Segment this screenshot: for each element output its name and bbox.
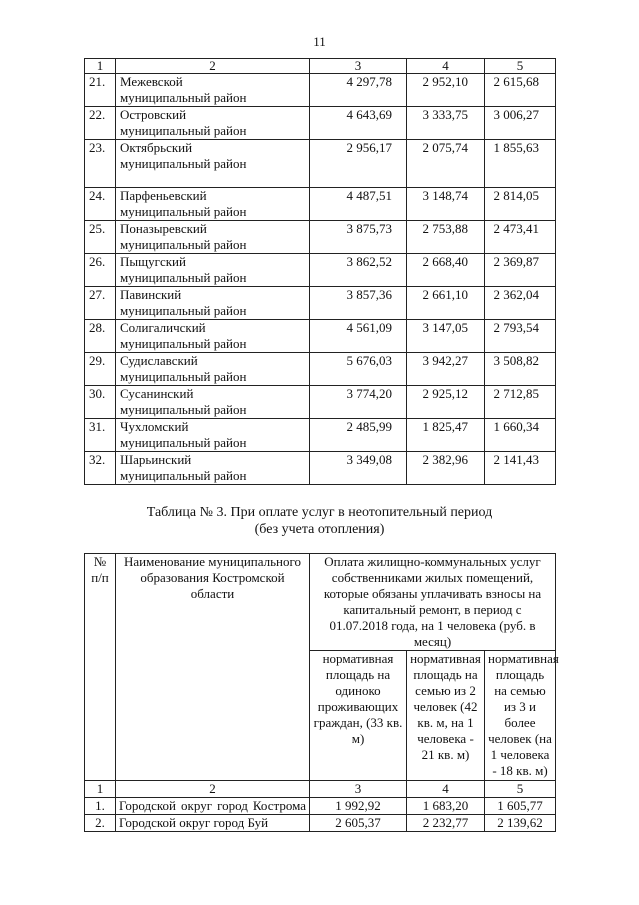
- table-row: [85, 798, 556, 815]
- municipality-name-line2: муниципальный район: [120, 123, 247, 138]
- value-col3: 4 487,51: [310, 188, 407, 221]
- value-col4: 2 661,10: [407, 287, 485, 320]
- municipality-name-line2: муниципальный район: [120, 156, 247, 171]
- municipality-name-line1: Поназыревский: [120, 221, 207, 236]
- value-col4: 2 075,74: [407, 140, 485, 188]
- column-number: 4: [407, 59, 485, 74]
- table-row: [85, 74, 556, 107]
- municipality-name-line2: муниципальный район: [120, 270, 247, 285]
- value-col4: 2 668,40: [407, 254, 485, 287]
- row-number: 25.: [85, 221, 116, 254]
- value-col5: 2 712,85: [485, 386, 556, 419]
- value-col3: 5 676,03: [310, 353, 407, 386]
- value-col4: 2 925,12: [407, 386, 485, 419]
- header-payment-group: Оплата жилищно-коммунальных услуг собственниками жилых помещений, которые обязаны уплачивать взносы на капитальный ремонт, в период с 01.07.2018 года, на 1 человека (руб. в месяц): [310, 554, 556, 651]
- table3-caption-line1: Таблица № 3. При оплате услуг в неотопительный период: [146, 505, 493, 520]
- table-row: [85, 419, 556, 452]
- value-col4: 2 952,10: [407, 74, 485, 107]
- value-col3: 2 485,99: [310, 419, 407, 452]
- value-col5: 2 369,87: [485, 254, 556, 287]
- table-row: [85, 254, 556, 287]
- municipality-name-line1: Островский: [120, 107, 187, 122]
- table-row: [85, 287, 556, 320]
- value-col4: 3 147,05: [407, 320, 485, 353]
- row-number: 26.: [85, 254, 116, 287]
- value-col5: 2 473,41: [485, 221, 556, 254]
- municipality-name: [116, 452, 310, 485]
- header-municipality-name: Наименование муниципального образования Костромской области: [116, 554, 310, 781]
- municipality-name-line1: Октябрьский: [120, 140, 193, 155]
- row-number: 2.: [85, 815, 116, 832]
- value-col5: 3 006,27: [485, 107, 556, 140]
- municipality-name: [116, 386, 310, 419]
- column-number: 1: [85, 59, 116, 74]
- value-col5: 1 855,63: [485, 140, 556, 188]
- value-col3: 3 857,36: [310, 287, 407, 320]
- municipality-name: [116, 320, 310, 353]
- column-number: 4: [407, 781, 485, 798]
- table-3-non-heating-payments: [84, 553, 559, 832]
- table-row: [85, 107, 556, 140]
- municipality-name-line1: Судиславский: [120, 353, 198, 368]
- column-number: 5: [485, 59, 556, 74]
- table3-caption-line2: (без учета отопления): [254, 522, 385, 537]
- column-number: 3: [310, 781, 407, 798]
- value-three-plus: 2 139,62: [485, 815, 556, 832]
- municipality-name-line2: муниципальный район: [120, 435, 247, 450]
- value-col4: 2 382,96: [407, 452, 485, 485]
- value-col5: 2 793,54: [485, 320, 556, 353]
- municipality-name-line2: муниципальный район: [120, 237, 247, 252]
- municipality-name: [116, 287, 310, 320]
- table-header-row: [85, 554, 556, 651]
- municipality-name: Городской округ город Кострома: [116, 798, 310, 815]
- header-number: № п/п: [85, 554, 116, 781]
- municipality-name-line2: муниципальный район: [120, 303, 247, 318]
- value-col3: 3 862,52: [310, 254, 407, 287]
- table-header-row: [85, 59, 556, 74]
- municipality-name-line2: муниципальный район: [120, 468, 247, 483]
- value-two: 1 683,20: [407, 798, 485, 815]
- value-single: 2 605,37: [310, 815, 407, 832]
- header-family-of-two: нормативная площадь на семью из 2 человек (42 кв. м, на 1 человека - 21 кв. м): [407, 651, 485, 781]
- municipality-name-line1: Межевской: [120, 74, 183, 89]
- value-col4: 3 333,75: [407, 107, 485, 140]
- municipality-name: [116, 188, 310, 221]
- municipality-name-line1: Пыщугский: [120, 254, 186, 269]
- value-col5: 2 362,04: [485, 287, 556, 320]
- row-number: 28.: [85, 320, 116, 353]
- value-col3: 4 297,78: [310, 74, 407, 107]
- value-single: 1 992,92: [310, 798, 407, 815]
- value-col5: 3 508,82: [485, 353, 556, 386]
- municipality-name-line2: муниципальный район: [120, 204, 247, 219]
- municipality-name: [116, 254, 310, 287]
- table-row: [85, 452, 556, 485]
- value-col4: 2 753,88: [407, 221, 485, 254]
- row-number: 21.: [85, 74, 116, 107]
- table-row: [85, 140, 556, 188]
- municipality-name: [116, 107, 310, 140]
- row-number: 23.: [85, 140, 116, 188]
- table-numbering-row: [85, 781, 556, 798]
- value-col3: 4 643,69: [310, 107, 407, 140]
- value-col3: 4 561,09: [310, 320, 407, 353]
- column-number: 2: [116, 781, 310, 798]
- municipality-name-line1: Парфеньевский: [120, 188, 207, 203]
- municipality-name: [116, 74, 310, 107]
- municipality-name: [116, 221, 310, 254]
- table-row: [85, 386, 556, 419]
- value-col5: 2 814,05: [485, 188, 556, 221]
- row-number: 32.: [85, 452, 116, 485]
- value-col5: 2 615,68: [485, 74, 556, 107]
- municipality-name-line1: Чухломский: [120, 419, 189, 434]
- header-single-resident: нормативная площадь на одиноко проживающих граждан, (33 кв. м): [310, 651, 407, 781]
- row-number: 24.: [85, 188, 116, 221]
- table-row: [85, 815, 556, 832]
- value-col4: 3 942,27: [407, 353, 485, 386]
- row-number: 29.: [85, 353, 116, 386]
- value-col4: 1 825,47: [407, 419, 485, 452]
- column-number: 2: [116, 59, 310, 74]
- value-three-plus: 1 605,77: [485, 798, 556, 815]
- value-two: 2 232,77: [407, 815, 485, 832]
- header-family-of-three: нормативная площадь на семью из 3 и более человек (на 1 человека - 18 кв. м): [485, 651, 556, 781]
- column-number: 1: [85, 781, 116, 798]
- municipality-name: [116, 140, 310, 188]
- municipality-name: [116, 353, 310, 386]
- column-number: 3: [310, 59, 407, 74]
- row-number: 27.: [85, 287, 116, 320]
- table-row: [85, 353, 556, 386]
- row-number: 22.: [85, 107, 116, 140]
- municipality-name-line2: муниципальный район: [120, 336, 247, 351]
- table-row: [85, 221, 556, 254]
- table-municipal-payments-continued: [84, 58, 556, 485]
- column-number: 5: [485, 781, 556, 798]
- value-col3: 3 774,20: [310, 386, 407, 419]
- value-col3: 2 956,17: [310, 140, 407, 188]
- municipality-name-line2: муниципальный район: [120, 402, 247, 417]
- municipality-name-line1: Павинский: [120, 287, 182, 302]
- table-row: [85, 188, 556, 221]
- municipality-name: Городской округ город Буй: [116, 815, 310, 832]
- row-number: 31.: [85, 419, 116, 452]
- page-number: 11: [313, 34, 326, 49]
- municipality-name-line2: муниципальный район: [120, 90, 247, 105]
- value-col4: 3 148,74: [407, 188, 485, 221]
- value-col3: 3 875,73: [310, 221, 407, 254]
- municipality-name-line1: Сусанинский: [120, 386, 194, 401]
- table-row: [85, 320, 556, 353]
- municipality-name-line1: Солигаличский: [120, 320, 206, 335]
- value-col5: 1 660,34: [485, 419, 556, 452]
- value-col3: 3 349,08: [310, 452, 407, 485]
- value-col5: 2 141,43: [485, 452, 556, 485]
- municipality-name: [116, 419, 310, 452]
- row-number: 1.: [85, 798, 116, 815]
- municipality-name-line1: Шарьинский: [120, 452, 192, 467]
- row-number: 30.: [85, 386, 116, 419]
- municipality-name-line2: муниципальный район: [120, 369, 247, 384]
